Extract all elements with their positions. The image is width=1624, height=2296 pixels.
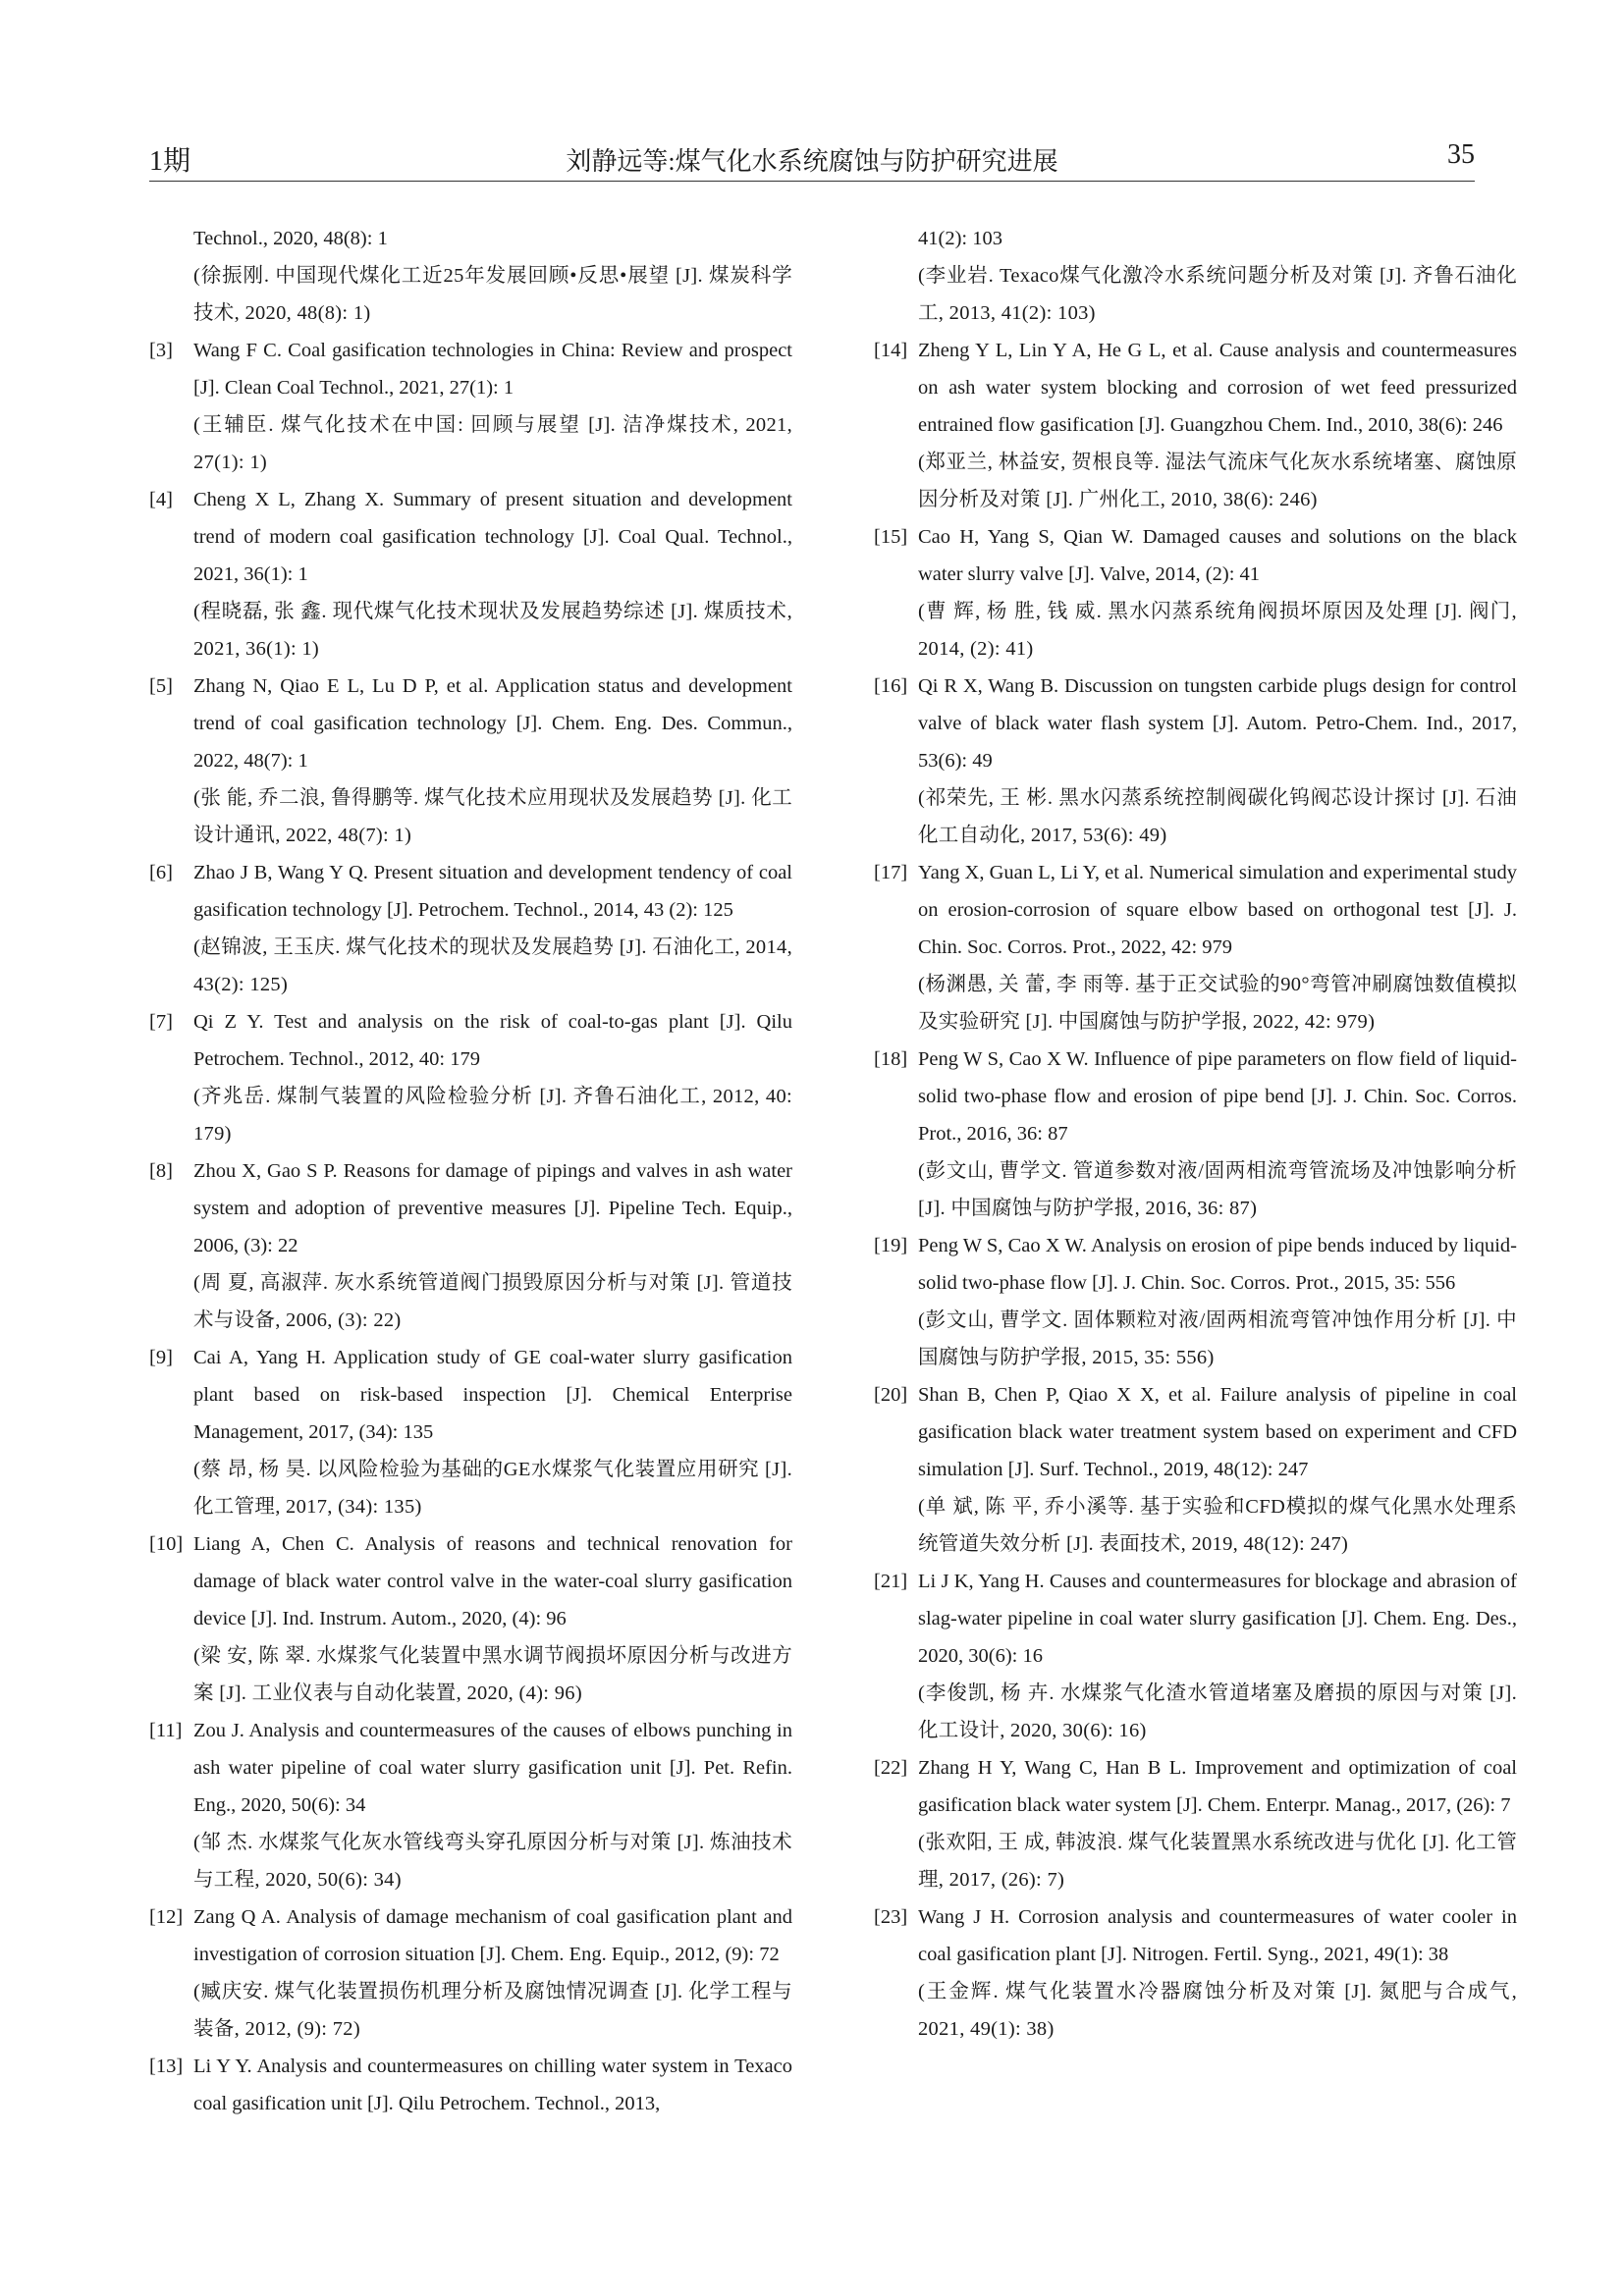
reference-number: [14] <box>874 340 908 361</box>
reference-english: Peng W S, Cao X W. Influence of pipe parameters on flow field of liquid-solid two-phase flow and erosion of pipe bend [J]. J. Chin. Soc. Corros. Prot., 2016, 36: 87 <box>918 1048 1517 1145</box>
reference-english: Zhang N, Qiao E L, Lu D P, et al. Application status and development trend of coal gasification technology [J]. Chem. Eng. Des. Commun., 2022, 48(7): 1 <box>193 675 792 772</box>
reference-english: Technol., 2020, 48(8): 1 <box>193 228 388 249</box>
reference-chinese: (张 能, 乔二浪, 鲁得鹏等. 煤气化技术应用现状及发展趋势 [J]. 化工设计通讯, 2022, 48(7): 1) <box>193 787 792 846</box>
reference-chinese: (邹 杰. 水煤浆气化灰水管线弯头穿孔原因分析与对策 [J]. 炼油技术与工程, 2020, 50(6): 34) <box>193 1832 792 1891</box>
reference-item <box>149 1525 792 1712</box>
reference-number: [19] <box>874 1235 908 1256</box>
reference-number: [21] <box>874 1571 908 1592</box>
reference-number: [17] <box>874 862 908 883</box>
reference-number: [16] <box>874 675 908 697</box>
reference-english: Liang A, Chen C. Analysis of reasons and technical renovation for damage of black water control valve in the water-coal slurry gasification device [J]. Ind. Instrum. Autom., 2020, (4): 96 <box>193 1533 792 1629</box>
reference-english: 41(2): 103 <box>918 228 1002 249</box>
reference-number: [22] <box>874 1757 908 1779</box>
reference-number: [8] <box>149 1160 173 1182</box>
reference-number: [13] <box>149 2056 184 2077</box>
reference-number: [12] <box>149 1906 184 1928</box>
reference-item <box>874 220 1517 332</box>
reference-item <box>874 332 1517 518</box>
reference-chinese: (曹 辉, 杨 胜, 钱 威. 黑水闪蒸系统角阀损坏原因及处理 [J]. 阀门, 2014, (2): 41) <box>918 601 1517 660</box>
reference-item <box>149 220 792 332</box>
reference-number: [10] <box>149 1533 184 1555</box>
reference-english: Shan B, Chen P, Qiao X X, et al. Failure analysis of pipeline in coal gasification black water treatment system based on experiment and CFD simulation [J]. Surf. Technol., 2019, 48(12): 247 <box>918 1384 1517 1480</box>
reference-item <box>874 1376 1517 1563</box>
reference-item <box>149 1339 792 1525</box>
reference-english: Zheng Y L, Lin Y A, He G L, et al. Cause analysis and countermeasures on ash water system blocking and corrosion of wet feed pressurized entrained flow gasification [J]. Guangzhou Chem. Ind., 2010, 38(6): 246 <box>918 340 1517 436</box>
page-header <box>149 139 1475 183</box>
reference-english: Zhou X, Gao S P. Reasons for damage of pipings and valves in ash water system and adoption of preventive measures [J]. Pipeline Tech. Equip., 2006, (3): 22 <box>193 1160 792 1256</box>
reference-number: [6] <box>149 862 173 883</box>
reference-item <box>149 667 792 854</box>
reference-column-right <box>874 220 1517 2048</box>
reference-item <box>874 1227 1517 1376</box>
reference-item <box>149 1898 792 2048</box>
reference-chinese: (单 斌, 陈 平, 乔小溪等. 基于实验和CFD模拟的煤气化黑水处理系统管道失效分析 [J]. 表面技术, 2019, 48(12): 247) <box>918 1496 1517 1555</box>
reference-item <box>874 1749 1517 1898</box>
reference-english: Wang J H. Corrosion analysis and countermeasures of water cooler in coal gasification plant [J]. Nitrogen. Fertil. Syng., 2021, 49(1): 38 <box>918 1906 1517 1965</box>
reference-chinese: (蔡 昂, 杨 昊. 以风险检验为基础的GE水煤浆气化装置应用研究 [J]. 化工管理, 2017, (34): 135) <box>193 1459 792 1518</box>
reference-item <box>149 1712 792 1898</box>
reference-number: [11] <box>149 1720 183 1741</box>
reference-english: Zhang H Y, Wang C, Han B L. Improvement and optimization of coal gasification black water system [J]. Chem. Enterpr. Manag., 2017, (26): 7 <box>918 1757 1517 1816</box>
reference-chinese: (杨渊愚, 关 蕾, 李 雨等. 基于正交试验的90°弯管冲刷腐蚀数值模拟及实验研究 [J]. 中国腐蚀与防护学报, 2022, 42: 979) <box>918 974 1517 1033</box>
reference-chinese: (王金辉. 煤气化装置水冷器腐蚀分析及对策 [J]. 氮肥与合成气, 2021, 49(1): 38) <box>918 1981 1517 2040</box>
reference-chinese: (张欢阳, 王 成, 韩波浪. 煤气化装置黑水系统改进与优化 [J]. 化工管理, 2017, (26): 7) <box>918 1832 1517 1891</box>
reference-number: [15] <box>874 526 908 548</box>
reference-chinese: (李俊凯, 杨 卉. 水煤浆气化渣水管道堵塞及磨损的原因与对策 [J]. 化工设计, 2020, 30(6): 16) <box>918 1682 1517 1741</box>
reference-number: [7] <box>149 1011 173 1033</box>
reference-english: Yang X, Guan L, Li Y, et al. Numerical simulation and experimental study on erosion-corrosion of square elbow based on orthogonal test [J]. J. Chin. Soc. Corros. Prot., 2022, 42: 979 <box>918 862 1517 958</box>
reference-item <box>874 667 1517 854</box>
reference-chinese: (祁荣先, 王 彬. 黑水闪蒸系统控制阀碳化钨阀芯设计探讨 [J]. 石油化工自动化, 2017, 53(6): 49) <box>918 787 1517 846</box>
reference-item <box>149 1152 792 1339</box>
reference-english: Li J K, Yang H. Causes and countermeasures for blockage and abrasion of slag-water pipeline in coal water slurry gasification [J]. Chem. Eng. Des., 2020, 30(6): 16 <box>918 1571 1517 1667</box>
header-rule <box>149 181 1475 182</box>
reference-number: [23] <box>874 1906 908 1928</box>
reference-number: [3] <box>149 340 173 361</box>
page-number: 35 <box>1447 139 1475 170</box>
reference-english: Cao H, Yang S, Qian W. Damaged causes and solutions on the black water slurry valve [J]. Valve, 2014, (2): 41 <box>918 526 1517 585</box>
reference-english: Li Y Y. Analysis and countermeasures on chilling water system in Texaco coal gasification unit [J]. Qilu Petrochem. Technol., 2013, <box>193 2056 792 2114</box>
reference-item <box>149 332 792 481</box>
reference-item <box>149 2048 792 2122</box>
reference-chinese: (臧庆安. 煤气化装置损伤机理分析及腐蚀情况调查 [J]. 化学工程与装备, 2012, (9): 72) <box>193 1981 792 2040</box>
reference-number: [9] <box>149 1347 173 1368</box>
reference-chinese: (徐振刚. 中国现代煤化工近25年发展回顾•反思•展望 [J]. 煤炭科学技术, 2020, 48(8): 1) <box>193 265 792 324</box>
reference-english: Cheng X L, Zhang X. Summary of present situation and development trend of modern coal gasification technology [J]. Coal Qual. Technol., 2021, 36(1): 1 <box>193 489 792 585</box>
reference-number: [18] <box>874 1048 908 1070</box>
reference-column-left <box>149 220 792 2122</box>
reference-item <box>874 1563 1517 1749</box>
reference-english: Zang Q A. Analysis of damage mechanism of coal gasification plant and investigation of corrosion situation [J]. Chem. Eng. Equip., 2012, (9): 72 <box>193 1906 792 1965</box>
reference-english: Wang F C. Coal gasification technologies in China: Review and prospect [J]. Clean Coal Technol., 2021, 27(1): 1 <box>193 340 792 399</box>
reference-item <box>874 1898 1517 2048</box>
reference-english: Qi R X, Wang B. Discussion on tungsten carbide plugs design for control valve of black water flash system [J]. Autom. Petro-Chem. Ind., 2017, 53(6): 49 <box>918 675 1517 772</box>
reference-chinese: (李业岩. Texaco煤气化激冷水系统问题分析及对策 [J]. 齐鲁石油化工, 2013, 41(2): 103) <box>918 265 1517 324</box>
reference-chinese: (赵锦波, 王玉庆. 煤气化技术的现状及发展趋势 [J]. 石油化工, 2014, 43(2): 125) <box>193 936 792 995</box>
reference-chinese: (梁 安, 陈 翠. 水煤浆气化装置中黑水调节阀损坏原因分析与改进方案 [J]. 工业仪表与自动化装置, 2020, (4): 96) <box>193 1645 792 1704</box>
reference-english: Qi Z Y. Test and analysis on the risk of coal-to-gas plant [J]. Qilu Petrochem. Technol., 2012, 40: 179 <box>193 1011 792 1070</box>
running-title: 刘静远等:煤气化水系统腐蚀与防护研究进展 <box>566 147 1058 176</box>
reference-chinese: (彭文山, 曹学文. 固体颗粒对液/固两相流弯管冲蚀作用分析 [J]. 中国腐蚀与防护学报, 2015, 35: 556) <box>918 1309 1517 1368</box>
reference-chinese: (程晓磊, 张 鑫. 现代煤气化技术现状及发展趋势综述 [J]. 煤质技术, 2021, 36(1): 1) <box>193 601 792 660</box>
reference-number: [5] <box>149 675 173 697</box>
reference-chinese: (周 夏, 高淑萍. 灰水系统管道阀门损毁原因分析与对策 [J]. 管道技术与设备, 2006, (3): 22) <box>193 1272 792 1331</box>
reference-item <box>874 1041 1517 1227</box>
reference-english: Zhao J B, Wang Y Q. Present situation and development tendency of coal gasification technology [J]. Petrochem. Technol., 2014, 43 (2): 125 <box>193 862 792 921</box>
reference-chinese: (郑亚兰, 林益安, 贺根良等. 湿法气流床气化灰水系统堵塞、腐蚀原因分析及对策 [J]. 广州化工, 2010, 38(6): 246) <box>918 452 1517 510</box>
reference-chinese: (王辅臣. 煤气化技术在中国: 回顾与展望 [J]. 洁净煤技术, 2021, 27(1): 1) <box>193 414 792 473</box>
reference-number: [4] <box>149 489 173 510</box>
reference-number: [20] <box>874 1384 908 1406</box>
reference-english: Peng W S, Cao X W. Analysis on erosion of pipe bends induced by liquid-solid two-phase flow [J]. J. Chin. Soc. Corros. Prot., 2015, 35: 556 <box>918 1235 1517 1294</box>
reference-item <box>874 854 1517 1041</box>
reference-item <box>149 1003 792 1152</box>
reference-chinese: (彭文山, 曹学文. 管道参数对液/固两相流弯管流场及冲蚀影响分析 [J]. 中国腐蚀与防护学报, 2016, 36: 87) <box>918 1160 1517 1219</box>
issue-number: 1期 <box>149 146 191 177</box>
reference-item <box>874 518 1517 667</box>
reference-item <box>149 481 792 667</box>
reference-english: Zou J. Analysis and countermeasures of the causes of elbows punching in ash water pipeline of coal water slurry gasification unit [J]. Pet. Refin. Eng., 2020, 50(6): 34 <box>193 1720 792 1816</box>
reference-item <box>149 854 792 1003</box>
reference-chinese: (齐兆岳. 煤制气装置的风险检验分析 [J]. 齐鲁石油化工, 2012, 40: 179) <box>193 1086 792 1145</box>
reference-english: Cai A, Yang H. Application study of GE coal-water slurry gasification plant based on risk-based inspection [J]. Chemical Enterprise Management, 2017, (34): 135 <box>193 1347 792 1443</box>
